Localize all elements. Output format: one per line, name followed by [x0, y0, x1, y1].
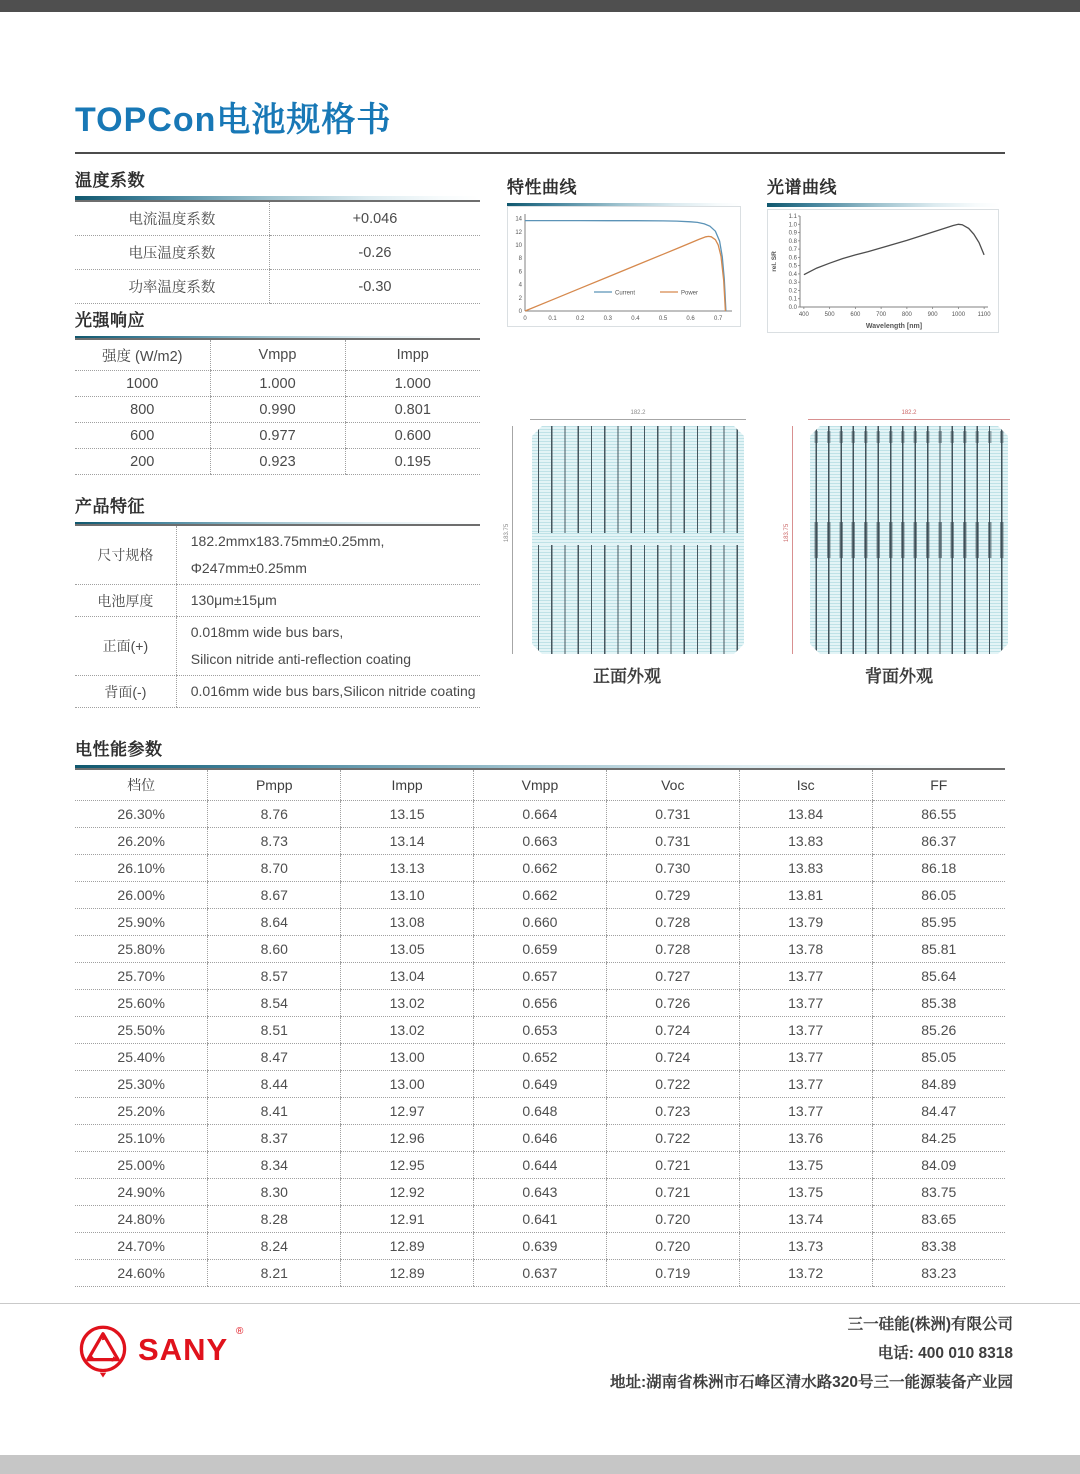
performance-cell: 13.05 — [341, 936, 474, 963]
performance-row — [75, 1179, 1005, 1206]
performance-cell: 0.648 — [474, 1098, 607, 1125]
product-features-table — [75, 524, 480, 708]
section-temp-coeff — [75, 166, 480, 200]
light-response-cell: 1.000 — [210, 371, 345, 397]
light-response-cell: 1.000 — [345, 371, 480, 397]
performance-row — [75, 1017, 1005, 1044]
performance-cell: 0.644 — [474, 1152, 607, 1179]
performance-cell: 13.00 — [341, 1044, 474, 1071]
performance-cell: 13.75 — [739, 1179, 872, 1206]
temp-coeff-label: 功率温度系数 — [75, 270, 269, 304]
front-cell-caption: 正面外观 — [593, 667, 661, 686]
performance-cell: 0.731 — [606, 828, 739, 855]
performance-cell: 26.10% — [75, 855, 208, 882]
temp-coeff-row — [75, 270, 480, 304]
performance-cell: 0.729 — [606, 882, 739, 909]
spectral-underline — [767, 203, 999, 207]
performance-cell: 8.41 — [208, 1098, 341, 1125]
light-response-row — [75, 449, 480, 475]
light-response-cell: 1000 — [75, 371, 210, 397]
performance-cell: 85.05 — [872, 1044, 1005, 1071]
svg-text:1000: 1000 — [951, 312, 966, 318]
performance-cell: 13.84 — [739, 801, 872, 828]
performance-cell: 84.25 — [872, 1125, 1005, 1152]
temp-coeff-table-grid — [75, 200, 480, 304]
section-light-response — [75, 306, 480, 340]
back-dim-left-label: 183.75 — [784, 523, 791, 543]
performance-cell: 8.64 — [208, 909, 341, 936]
spectral-svg — [768, 210, 998, 332]
series-line — [525, 221, 726, 311]
svg-text:0.2: 0.2 — [576, 316, 585, 322]
performance-cell: 13.02 — [341, 1017, 474, 1044]
performance-row — [75, 1260, 1005, 1287]
performance-cell: 0.724 — [606, 1044, 739, 1071]
product-feature-label: 尺寸规格 — [75, 525, 176, 585]
performance-cell: 13.72 — [739, 1260, 872, 1287]
performance-column-header: FF — [872, 769, 1005, 801]
svg-text:1100: 1100 — [977, 312, 991, 318]
product-feature-value — [176, 617, 480, 676]
performance-cell: 13.77 — [739, 1098, 872, 1125]
performance-cell: 25.00% — [75, 1152, 208, 1179]
performance-cell: 25.30% — [75, 1071, 208, 1098]
product-feature-line: Silicon nitride anti-reflection coating — [190, 651, 411, 667]
performance-cell: 0.662 — [474, 882, 607, 909]
performance-cell: 8.54 — [208, 990, 341, 1017]
front-dim-left-line — [512, 426, 513, 654]
performance-cell: 13.15 — [341, 801, 474, 828]
product-feature-row — [75, 617, 480, 676]
light-response-cell: 600 — [75, 423, 210, 449]
spectral-chart — [767, 209, 999, 333]
performance-row — [75, 882, 1005, 909]
front-dim-top-label: 182.2 — [630, 410, 646, 416]
top-edge-bar — [0, 0, 1080, 12]
product-feature-row — [75, 525, 480, 585]
svg-text:900: 900 — [927, 312, 938, 318]
performance-cell: 8.21 — [208, 1260, 341, 1287]
iv-curve-heading: 特性曲线 — [507, 178, 577, 197]
performance-cell: 26.00% — [75, 882, 208, 909]
performance-cell: 24.90% — [75, 1179, 208, 1206]
footer-phone: 电话: 400 010 8318 — [877, 1345, 1013, 1362]
iv-curve-svg — [508, 207, 740, 326]
temp-coeff-value: -0.30 — [269, 270, 480, 304]
svg-text:Power: Power — [681, 290, 699, 297]
svg-text:6: 6 — [518, 269, 522, 276]
performance-cell: 13.10 — [341, 882, 474, 909]
temp-coeff-table — [75, 200, 480, 304]
performance-cell: 12.92 — [341, 1179, 474, 1206]
performance-cell: 0.719 — [606, 1260, 739, 1287]
performance-cell: 13.77 — [739, 990, 872, 1017]
svg-text:0.4: 0.4 — [788, 271, 797, 278]
performance-cell: 8.60 — [208, 936, 341, 963]
performance-cell: 13.79 — [739, 909, 872, 936]
svg-text:4: 4 — [518, 282, 522, 289]
light-response-table — [75, 338, 480, 475]
svg-text:12: 12 — [515, 229, 522, 236]
light-response-cell: 0.977 — [210, 423, 345, 449]
temp-coeff-value: +0.046 — [269, 201, 480, 236]
front-dim-left-label: 183.75 — [504, 523, 511, 543]
performance-cell: 13.83 — [739, 828, 872, 855]
light-response-cell: 0.923 — [210, 449, 345, 475]
temp-coeff-heading: 温度系数 — [75, 171, 145, 190]
back-cell-caption: 背面外观 — [865, 667, 933, 686]
performance-column-header: Voc — [606, 769, 739, 801]
performance-cell: 12.91 — [341, 1206, 474, 1233]
performance-cell: 0.720 — [606, 1206, 739, 1233]
light-response-row — [75, 423, 480, 449]
product-feature-value — [176, 585, 480, 617]
performance-cell: 0.722 — [606, 1071, 739, 1098]
svg-text:0.1: 0.1 — [548, 316, 557, 322]
registered-mark: ® — [236, 1326, 244, 1337]
series-line — [804, 224, 984, 274]
svg-text:0.4: 0.4 — [631, 316, 640, 322]
svg-text:0.6: 0.6 — [788, 255, 797, 262]
performance-row — [75, 855, 1005, 882]
footer-address: 地址:湖南省株洲市石峰区清水路320号三一能源装备产业园 — [609, 1374, 1013, 1391]
performance-cell: 8.34 — [208, 1152, 341, 1179]
performance-cell: 0.656 — [474, 990, 607, 1017]
performance-cell: 13.73 — [739, 1233, 872, 1260]
svg-text:500: 500 — [824, 312, 835, 318]
light-response-heading: 光强响应 — [75, 311, 145, 330]
performance-cell: 0.728 — [606, 936, 739, 963]
product-feature-line: 130μm±15μm — [190, 592, 277, 608]
performance-row — [75, 1152, 1005, 1179]
performance-cell: 13.04 — [341, 963, 474, 990]
performance-cell: 85.26 — [872, 1017, 1005, 1044]
performance-cell: 13.76 — [739, 1125, 872, 1152]
performance-row — [75, 1125, 1005, 1152]
performance-cell: 83.23 — [872, 1260, 1005, 1287]
performance-cell: 13.81 — [739, 882, 872, 909]
performance-row — [75, 936, 1005, 963]
performance-cell: 86.18 — [872, 855, 1005, 882]
svg-text:0.3: 0.3 — [788, 280, 797, 287]
performance-cell: 25.70% — [75, 963, 208, 990]
svg-text:1.1: 1.1 — [788, 214, 797, 220]
performance-cell: 13.08 — [341, 909, 474, 936]
performance-cell: 8.51 — [208, 1017, 341, 1044]
performance-row — [75, 963, 1005, 990]
temp-coeff-row — [75, 236, 480, 270]
performance-cell: 0.720 — [606, 1233, 739, 1260]
performance-cell: 12.96 — [341, 1125, 474, 1152]
product-feature-value — [176, 525, 480, 585]
light-response-column-header: Vmpp — [210, 339, 345, 371]
performance-cell: 0.660 — [474, 909, 607, 936]
back-dim-top-line — [808, 419, 1010, 420]
performance-cell: 0.646 — [474, 1125, 607, 1152]
svg-text:0.2: 0.2 — [788, 288, 797, 295]
performance-row — [75, 1044, 1005, 1071]
light-response-grid — [75, 338, 480, 475]
svg-text:400: 400 — [798, 312, 809, 318]
performance-cell: 0.643 — [474, 1179, 607, 1206]
performance-column-header: Isc — [739, 769, 872, 801]
svg-text:0.0: 0.0 — [788, 305, 797, 311]
sany-brand-text: SANY — [138, 1332, 229, 1367]
performance-cell: 0.727 — [606, 963, 739, 990]
temp-coeff-row — [75, 201, 480, 236]
performance-cell: 0.721 — [606, 1179, 739, 1206]
performance-cell: 8.28 — [208, 1206, 341, 1233]
svg-text:0.6: 0.6 — [686, 316, 695, 322]
performance-cell: 8.47 — [208, 1044, 341, 1071]
performance-column-header: Pmpp — [208, 769, 341, 801]
performance-cell: 0.731 — [606, 801, 739, 828]
performance-cell: 0.664 — [474, 801, 607, 828]
svg-text:0: 0 — [523, 316, 527, 322]
performance-cell: 13.14 — [341, 828, 474, 855]
svg-text:Current: Current — [615, 290, 636, 297]
light-response-cell: 0.990 — [210, 397, 345, 423]
performance-cell: 24.60% — [75, 1260, 208, 1287]
page-title: TOPCon电池规格书 — [75, 101, 392, 139]
section-performance — [75, 735, 1005, 769]
svg-text:1.0: 1.0 — [788, 222, 797, 229]
performance-cell: 25.50% — [75, 1017, 208, 1044]
performance-row — [75, 828, 1005, 855]
performance-cell: 8.37 — [208, 1125, 341, 1152]
temp-coeff-label: 电压温度系数 — [75, 236, 269, 270]
performance-cell: 13.77 — [739, 963, 872, 990]
performance-cell: 0.662 — [474, 855, 607, 882]
spectral-heading: 光谱曲线 — [767, 178, 837, 197]
bottom-edge-bar — [0, 1455, 1080, 1474]
svg-text:0: 0 — [518, 309, 522, 315]
title-divider — [75, 152, 1005, 154]
performance-cell: 86.55 — [872, 801, 1005, 828]
back-dim-left-line — [792, 426, 793, 654]
performance-cell: 83.75 — [872, 1179, 1005, 1206]
performance-cell: 13.77 — [739, 1017, 872, 1044]
performance-cell: 13.77 — [739, 1044, 872, 1071]
performance-column-header: Vmpp — [474, 769, 607, 801]
performance-cell: 0.728 — [606, 909, 739, 936]
light-response-header-row — [75, 339, 480, 371]
performance-cell: 24.80% — [75, 1206, 208, 1233]
light-response-row — [75, 397, 480, 423]
front-dim-top-line — [530, 419, 746, 420]
performance-cell: 0.722 — [606, 1125, 739, 1152]
svg-text:0.7: 0.7 — [788, 247, 797, 254]
product-feature-row — [75, 676, 480, 708]
performance-cell: 13.13 — [341, 855, 474, 882]
product-feature-row — [75, 585, 480, 617]
performance-cell: 12.89 — [341, 1260, 474, 1287]
performance-cell: 12.89 — [341, 1233, 474, 1260]
temp-coeff-value: -0.26 — [269, 236, 480, 270]
performance-table — [75, 768, 1005, 1287]
svg-text:8: 8 — [518, 256, 522, 263]
performance-cell: 84.47 — [872, 1098, 1005, 1125]
product-feature-label: 电池厚度 — [75, 585, 176, 617]
performance-cell: 84.09 — [872, 1152, 1005, 1179]
performance-cell: 0.663 — [474, 828, 607, 855]
performance-cell: 84.89 — [872, 1071, 1005, 1098]
performance-row — [75, 1233, 1005, 1260]
product-features-heading: 产品特征 — [75, 497, 145, 516]
product-features-grid — [75, 524, 480, 708]
svg-text:0.1: 0.1 — [788, 296, 797, 303]
performance-cell: 13.02 — [341, 990, 474, 1017]
performance-cell: 8.73 — [208, 828, 341, 855]
performance-row — [75, 909, 1005, 936]
svg-text:600: 600 — [850, 312, 861, 318]
svg-text:2: 2 — [518, 295, 522, 302]
performance-column-header: 档位 — [75, 769, 208, 801]
section-spectral — [767, 173, 999, 207]
svg-text:700: 700 — [876, 312, 887, 318]
light-response-cell: 0.195 — [345, 449, 480, 475]
performance-cell: 12.95 — [341, 1152, 474, 1179]
performance-cell: 0.637 — [474, 1260, 607, 1287]
performance-grid — [75, 768, 1005, 1287]
performance-column-header: Impp — [341, 769, 474, 801]
performance-cell: 12.97 — [341, 1098, 474, 1125]
performance-cell: 26.20% — [75, 828, 208, 855]
performance-cell: 85.38 — [872, 990, 1005, 1017]
performance-cell: 8.76 — [208, 801, 341, 828]
svg-text:0.5: 0.5 — [658, 316, 668, 322]
svg-text:10: 10 — [515, 243, 522, 250]
light-response-cell: 0.801 — [345, 397, 480, 423]
footer-contact-block — [610, 1310, 1013, 1397]
performance-cell: 26.30% — [75, 801, 208, 828]
performance-cell: 25.40% — [75, 1044, 208, 1071]
performance-cell: 83.65 — [872, 1206, 1005, 1233]
performance-cell: 13.00 — [341, 1071, 474, 1098]
performance-cell: 25.80% — [75, 936, 208, 963]
performance-cell: 0.639 — [474, 1233, 607, 1260]
back-cell-drawing — [786, 410, 1012, 658]
performance-cell: 13.74 — [739, 1206, 872, 1233]
light-response-column-header: 强度 (W/m2) — [75, 339, 210, 371]
back-dim-top-label: 182.2 — [901, 410, 917, 416]
performance-cell: 8.30 — [208, 1179, 341, 1206]
performance-cell: 0.730 — [606, 855, 739, 882]
performance-cell: 24.70% — [75, 1233, 208, 1260]
svg-text:0.8: 0.8 — [788, 238, 797, 245]
svg-text:800: 800 — [901, 312, 912, 318]
svg-text:rel. SR: rel. SR — [771, 251, 778, 272]
performance-row — [75, 1098, 1005, 1125]
product-feature-line: 0.016mm wide bus bars,Silicon nitride coating — [190, 683, 476, 699]
light-response-cell: 800 — [75, 397, 210, 423]
performance-cell: 25.60% — [75, 990, 208, 1017]
performance-row — [75, 801, 1005, 828]
product-feature-line: 0.018mm wide bus bars, — [190, 624, 344, 640]
performance-cell: 13.75 — [739, 1152, 872, 1179]
performance-cell: 83.38 — [872, 1233, 1005, 1260]
footer-divider — [0, 1303, 1080, 1304]
iv-curve-chart — [507, 206, 741, 327]
light-response-cell: 0.600 — [345, 423, 480, 449]
svg-text:0.7: 0.7 — [714, 316, 723, 322]
series-line — [525, 236, 725, 311]
sany-logo-icon — [76, 1324, 130, 1378]
performance-cell: 0.653 — [474, 1017, 607, 1044]
footer-company: 三一硅能(株洲)有限公司 — [847, 1316, 1013, 1333]
performance-cell: 0.657 — [474, 963, 607, 990]
performance-cell: 0.659 — [474, 936, 607, 963]
performance-cell: 25.20% — [75, 1098, 208, 1125]
performance-cell: 8.67 — [208, 882, 341, 909]
performance-row — [75, 1071, 1005, 1098]
performance-cell: 86.05 — [872, 882, 1005, 909]
svg-text:0.9: 0.9 — [788, 230, 797, 237]
performance-cell: 86.37 — [872, 828, 1005, 855]
light-response-column-header: Impp — [345, 339, 480, 371]
performance-cell: 8.44 — [208, 1071, 341, 1098]
performance-cell: 8.24 — [208, 1233, 341, 1260]
performance-heading: 电性能参数 — [75, 740, 163, 759]
performance-cell: 0.724 — [606, 1017, 739, 1044]
back-cell-image — [810, 426, 1008, 654]
section-iv-curve — [507, 173, 741, 207]
svg-text:14: 14 — [515, 216, 522, 223]
performance-cell: 0.652 — [474, 1044, 607, 1071]
temp-coeff-label: 电流温度系数 — [75, 201, 269, 236]
performance-row — [75, 990, 1005, 1017]
performance-cell: 13.77 — [739, 1071, 872, 1098]
svg-text:0.3: 0.3 — [603, 316, 612, 322]
svg-text:Wavelength [nm]: Wavelength [nm] — [865, 323, 923, 330]
performance-cell: 0.723 — [606, 1098, 739, 1125]
product-feature-label: 背面(-) — [75, 676, 176, 708]
light-response-row — [75, 371, 480, 397]
performance-cell: 85.95 — [872, 909, 1005, 936]
svg-text:0.5: 0.5 — [788, 263, 797, 270]
section-product-features — [75, 492, 480, 526]
product-feature-value — [176, 676, 480, 708]
performance-row — [75, 1206, 1005, 1233]
performance-cell: 25.10% — [75, 1125, 208, 1152]
light-response-cell: 200 — [75, 449, 210, 475]
product-feature-label: 正面(+) — [75, 617, 176, 676]
performance-cell: 8.57 — [208, 963, 341, 990]
front-cell-image — [532, 426, 744, 654]
performance-cell: 0.726 — [606, 990, 739, 1017]
performance-cell: 85.81 — [872, 936, 1005, 963]
product-feature-line: 182.2mmx183.75mm±0.25mm, — [190, 533, 385, 549]
performance-header-row — [75, 769, 1005, 801]
front-cell-drawing — [506, 410, 748, 658]
performance-cell: 0.649 — [474, 1071, 607, 1098]
performance-cell: 85.64 — [872, 963, 1005, 990]
performance-cell: 8.70 — [208, 855, 341, 882]
performance-cell: 13.78 — [739, 936, 872, 963]
performance-cell: 13.83 — [739, 855, 872, 882]
performance-cell: 0.641 — [474, 1206, 607, 1233]
performance-cell: 25.90% — [75, 909, 208, 936]
product-feature-line: Φ247mm±0.25mm — [190, 560, 307, 576]
performance-cell: 0.721 — [606, 1152, 739, 1179]
